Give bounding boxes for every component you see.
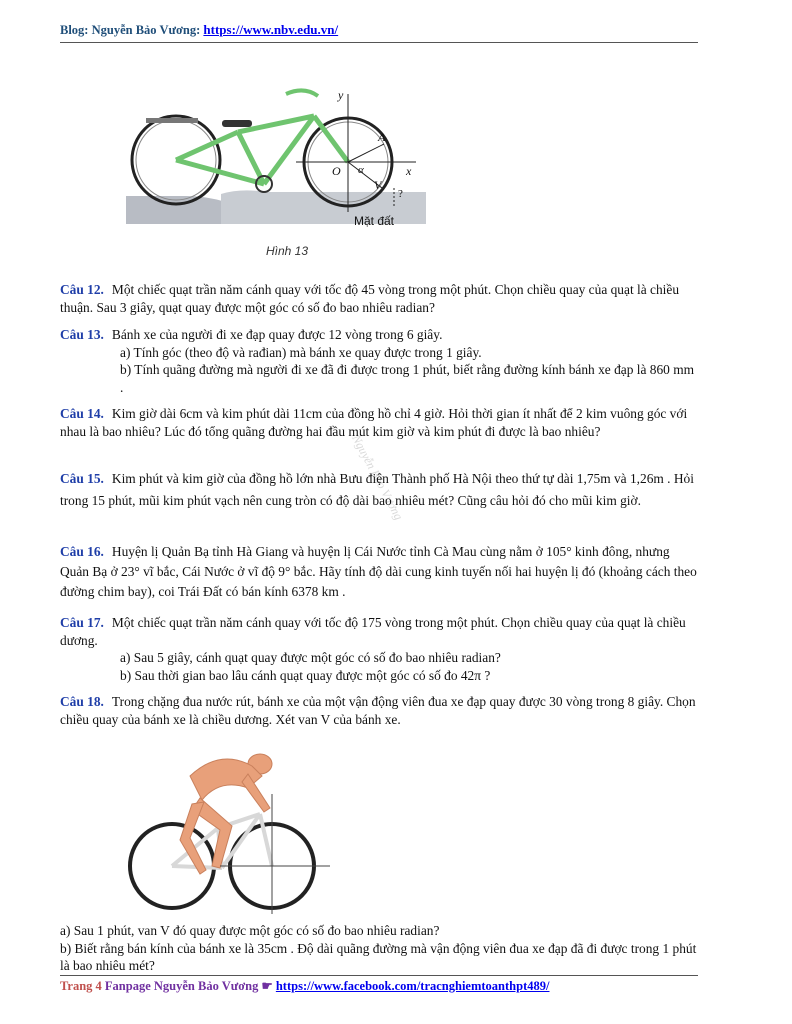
figure-caption: Hình 13 bbox=[266, 244, 309, 258]
question-number: Câu 18. bbox=[60, 694, 104, 709]
ground-right bbox=[221, 190, 426, 224]
cyclist-illustration bbox=[120, 718, 350, 914]
saddle bbox=[222, 120, 252, 127]
question-16 bbox=[60, 542, 700, 602]
label-ground: Mặt đất bbox=[354, 214, 395, 228]
question-text: Huyện lị Quản Bạ tỉnh Hà Giang và huyện lị Cái Nước tỉnh Cà Mau cùng nằm ở 105° kinh đông, nhưng Quản Bạ ở 23° vĩ bắc, Cái Nước ở vĩ độ 9° bắc. Hãy tính độ dài cung kinh tuyến nối hai huyện lị đó (khoảng cách theo đường chim bay), coi Trái Đất có bán kính 6378 km . bbox=[60, 544, 697, 599]
question-part-a: a) Sau 5 giây, cánh quạt quay được một góc có số đo bao nhiêu radian? bbox=[120, 650, 501, 666]
page-footer bbox=[60, 975, 698, 994]
question-number: Câu 17. bbox=[60, 615, 104, 630]
pointing-hand-icon: ☛ bbox=[261, 979, 276, 993]
question-14 bbox=[60, 405, 700, 440]
question-13 bbox=[60, 326, 700, 396]
question-number: Câu 13. bbox=[60, 327, 104, 342]
label-v: V bbox=[374, 178, 382, 192]
question-text: Trong chặng đua nước rút, bánh xe của một vận động viên đua xe đạp quay được 30 vòng trong 8 giây. Chọn chiều quay của bánh xe là chiều dương. Xét van V của bánh xe. bbox=[60, 694, 696, 727]
bicycle-figure bbox=[126, 84, 436, 264]
question-part-b: b) Tính quãng đường mà người đi xe đã đi được trong 1 phút, biết rằng đường kính bánh xe đạp là 860 mm . bbox=[120, 362, 695, 395]
question-number: Câu 15. bbox=[60, 471, 104, 486]
label-y: y bbox=[338, 88, 344, 102]
blog-link[interactable]: https://www.nbv.edu.vn/ bbox=[203, 22, 339, 37]
handlebar bbox=[286, 90, 318, 96]
question-part-b: b) Biết rằng bán kính của bánh xe là 35cm . Độ dài quãng đường mà vận động viên đua xe đạp đã đi được trong 1 phút là bao nhiêu mét? bbox=[60, 940, 697, 974]
question-text: Bánh xe của người đi xe đạp quay được 12 vòng trong 6 giây. bbox=[111, 327, 443, 342]
label-alpha: α bbox=[358, 164, 364, 176]
question-15 bbox=[60, 468, 700, 512]
page-header bbox=[60, 22, 698, 43]
radius-a bbox=[348, 144, 384, 162]
question-18-parts bbox=[60, 922, 700, 975]
page-number: Trang 4 bbox=[60, 979, 102, 993]
watermark: Nguyễn Bảo Vương bbox=[349, 432, 406, 523]
cyclist-figure bbox=[120, 718, 350, 914]
fanpage-label: Fanpage Nguyễn Bảo Vương bbox=[101, 979, 262, 993]
label-x: x bbox=[406, 164, 412, 178]
question-17 bbox=[60, 614, 700, 684]
question-text: Một chiếc quạt trần năm cánh quay với tốc độ 45 vòng trong một phút. Chọn chiều quay của quạt là chiều thuận. Sau 3 giây, quạt quay được một góc có số đo bao nhiêu radian? bbox=[60, 282, 680, 315]
label-o: O bbox=[332, 164, 341, 178]
question-part-a: a) Sau 1 phút, van V đó quay được một góc có số đo bao nhiêu radian? bbox=[60, 923, 440, 938]
question-number: Câu 14. bbox=[60, 406, 104, 421]
blog-label: Blog: Nguyễn Bảo Vương: bbox=[60, 23, 204, 37]
question-part-b: b) Sau thời gian bao lâu cánh quạt quay được một góc có số đo 42π ? bbox=[120, 667, 491, 683]
question-text: Kim giờ dài 6cm và kim phút dài 11cm của đồng hồ chỉ 4 giờ. Hỏi thời gian ít nhất để 2 kim vuông góc với nhau là bao nhiêu? Lúc đó tổng quãng đường hai đầu mút kim giờ và kim phút đi được là bao nhiêu? bbox=[60, 406, 688, 439]
rear-rack bbox=[146, 118, 198, 123]
question-text: Kim phút và kim giờ của đồng hồ lớn nhà Bưu điện Thành phố Hà Nội theo thứ tự dài 1,75m và 1,26m . Hỏi trong 15 phút, mũi kim phút vạch nên cung tròn có độ dài bao nhiêu mét? Cũng câu hỏi đó cho mũi kim giờ. bbox=[60, 471, 694, 508]
question-part-a: a) Tính góc (theo độ và rađian) mà bánh xe quay được trong 1 giây. bbox=[120, 344, 482, 360]
label-question: ? bbox=[398, 188, 403, 200]
question-text: Một chiếc quạt trần năm cánh quay với tốc độ 175 vòng trong một phút. Chọn chiều quay của quạt là chiều dương. bbox=[60, 615, 686, 648]
question-number: Câu 16. bbox=[60, 544, 104, 559]
label-a: A bbox=[378, 130, 386, 144]
fanpage-link[interactable]: https://www.facebook.com/tracnghiemtoanthpt489/ bbox=[275, 979, 550, 993]
question-number: Câu 12. bbox=[60, 282, 104, 297]
question-12 bbox=[60, 281, 700, 316]
